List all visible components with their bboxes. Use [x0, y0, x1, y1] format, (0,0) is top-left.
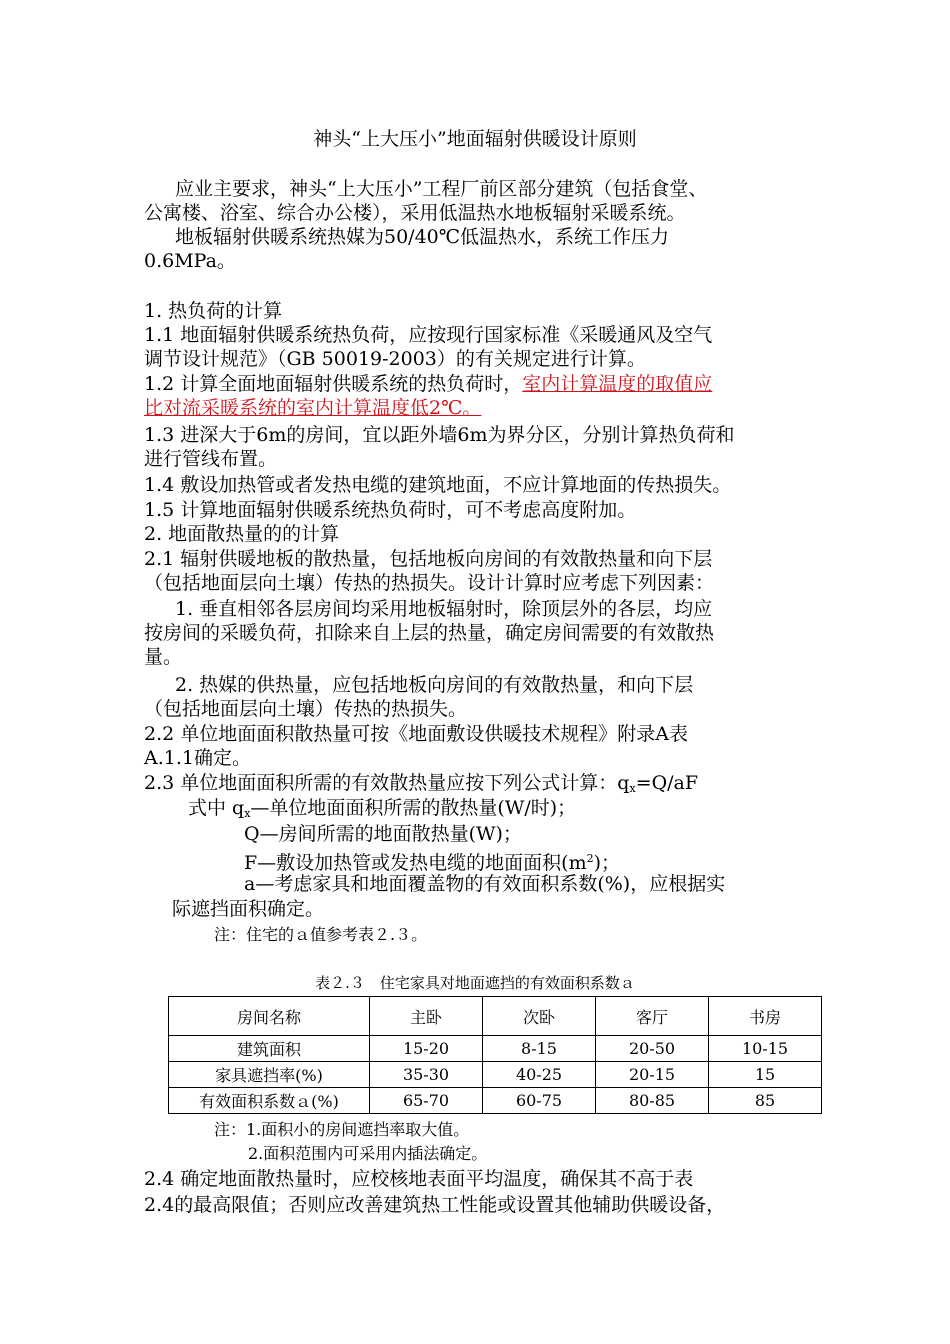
note-a-value: 注：住宅的ａ值参考表２.３。 [214, 925, 428, 944]
table-cell: 20-50 [596, 1036, 709, 1062]
formula-def-a-line-2: 际遮挡面积确定。 [172, 898, 325, 920]
table-cell: 有效面积系数ａ(%) [169, 1088, 370, 1114]
para-2-3-text: 2.3 单位地面面积所需的有效散热量应按下列公式计算： [144, 772, 618, 794]
formula-subscript: x [629, 782, 636, 795]
table-cell: 15-20 [370, 1036, 483, 1062]
para-1-2-highlight-2: 比对流采暖系统的室内计算温度低2℃。 [144, 397, 482, 419]
para-2-4-line-1: 2.4 确定地面散热量时，应校核地表面平均温度，确保其不高于表 [144, 1168, 694, 1190]
formula-q: q [617, 772, 630, 794]
table-header: 书房 [709, 997, 822, 1036]
table-cell: 65-70 [370, 1088, 483, 1114]
para-2-1-item-1-line-3: 量。 [144, 646, 183, 668]
para-1-5: 1.5 计算地面辐射供暖系统热负荷时，可不考虑高度附加。 [144, 499, 637, 521]
table-cell: 20-15 [596, 1062, 709, 1088]
para-1-3-line-2: 进行管线布置。 [144, 448, 278, 470]
para-2-2-line-2: A.1.1确定。 [144, 747, 251, 769]
table-note-2: 2.面积范围内可采用内插法确定。 [248, 1144, 488, 1163]
table-header: 房间名称 [169, 997, 370, 1036]
table-cell: 80-85 [596, 1088, 709, 1114]
table-cell: 家具遮挡率(%) [169, 1062, 370, 1088]
para-2-1-item-1-line-2: 按房间的采暖负荷，扣除来自上层的热量，确定房间需要的有效散热 [144, 622, 715, 644]
table-header: 客厅 [596, 997, 709, 1036]
def-f-pre: F—敷设加热管或发热电缆的地面面积(m [244, 852, 587, 874]
formula-def-f [244, 847, 620, 875]
table-header-row [169, 997, 822, 1036]
table-cell: 8-15 [483, 1036, 596, 1062]
para-1-2-line-1 [144, 372, 712, 396]
para-1-1-line-1: 1.1 地面辐射供暖系统热负荷，应按现行国家标准《采暖通风及空气 [144, 324, 713, 346]
def-qx-post: —单位地面面积所需的散热量(W/时)； [250, 797, 577, 819]
para-1-4: 1.4 敷设加热管或者发热电缆的建筑地面，不应计算地面的传热损失。 [144, 474, 732, 496]
intro-line-2: 公寓楼、浴室、综合办公楼），采用低温热水地板辐射采暖系统。 [144, 202, 686, 224]
table-cell: 建筑面积 [169, 1036, 370, 1062]
page-title: 神头“上大压小”地面辐射供暖设计原则 [313, 128, 637, 150]
table-cell: 60-75 [483, 1088, 596, 1114]
section-1-heading: 1. 热负荷的计算 [144, 300, 283, 322]
table-row [169, 1036, 822, 1062]
def-qx-pre: 式中 q [188, 797, 245, 819]
formula-rest: =Q/aF [635, 772, 699, 794]
def-qx-sub: x [244, 807, 251, 820]
section-2-heading: 2. 地面散热量的的计算 [144, 523, 340, 545]
table-row [169, 1062, 822, 1088]
coefficient-table [168, 996, 822, 1114]
table-caption: 表２.３ 住宅家具对地面遮挡的有效面积系数ａ [315, 974, 635, 992]
para-2-1-line-2: （包括地面层向土壤）传热的热损失。设计计算时应考虑下列因素： [144, 572, 715, 594]
def-f-post: )； [593, 852, 621, 874]
para-2-1-item-2-line-2: （包括地面层向土壤）传热的热损失。 [144, 698, 468, 720]
para-2-2-line-1: 2.2 单位地面面积散热量可按《地面敷设供暖技术规程》附录A表 [144, 723, 688, 745]
para-1-1-line-2: 调节设计规范》（GB 50019-2003）的有关规定进行计算。 [144, 348, 646, 370]
para-1-2-line-2 [144, 396, 481, 420]
table-row [169, 1088, 822, 1114]
formula-def-a-line-1: a—考虑家具和地面覆盖物的有效面积系数(%)，应根据实 [244, 873, 726, 895]
intro-line-3: 地板辐射供暖系统热媒为50/40℃低温热水，系统工作压力 [175, 226, 670, 248]
table-header: 次卧 [483, 997, 596, 1036]
para-2-1-item-1-line-1: 1. 垂直相邻各层房间均采用地板辐射时，除顶层外的各层，均应 [175, 598, 713, 620]
para-2-4-line-2: 2.4的最高限值；否则应改善建筑热工性能或设置其他辅助供暖设备， [144, 1194, 726, 1216]
formula-def-q: Q—房间所需的地面散热量(W)； [244, 823, 522, 845]
para-2-1-item-2-line-1: 2. 热媒的供热量，应包括地板向房间的有效散热量，和向下层 [175, 674, 694, 696]
table-cell: 35-30 [370, 1062, 483, 1088]
para-1-3-line-1: 1.3 进深大于6m的房间，宜以距外墙6m为界分区，分别计算热负荷和 [144, 424, 735, 446]
table-cell: 10-15 [709, 1036, 822, 1062]
para-1-2-highlight: 室内计算温度的取值应 [522, 373, 713, 395]
table-note-1: 注：1.面积小的房间遮挡率取大值。 [214, 1120, 470, 1139]
para-1-2-plain: 1.2 计算全面地面辐射供暖系统的热负荷时， [144, 373, 523, 395]
intro-line-1: 应业主要求，神头“上大压小”工程厂前区部分建筑（包括食堂、 [175, 178, 708, 200]
def-f-sup: 2 [586, 852, 594, 865]
table-cell: 15 [709, 1062, 822, 1088]
table-cell: 40-25 [483, 1062, 596, 1088]
para-2-1-line-1: 2.1 辐射供暖地板的散热量，包括地板向房间的有效散热量和向下层 [144, 548, 713, 570]
intro-line-4: 0.6MPa。 [144, 250, 236, 272]
table-cell: 85 [709, 1088, 822, 1114]
table-header: 主卧 [370, 997, 483, 1036]
